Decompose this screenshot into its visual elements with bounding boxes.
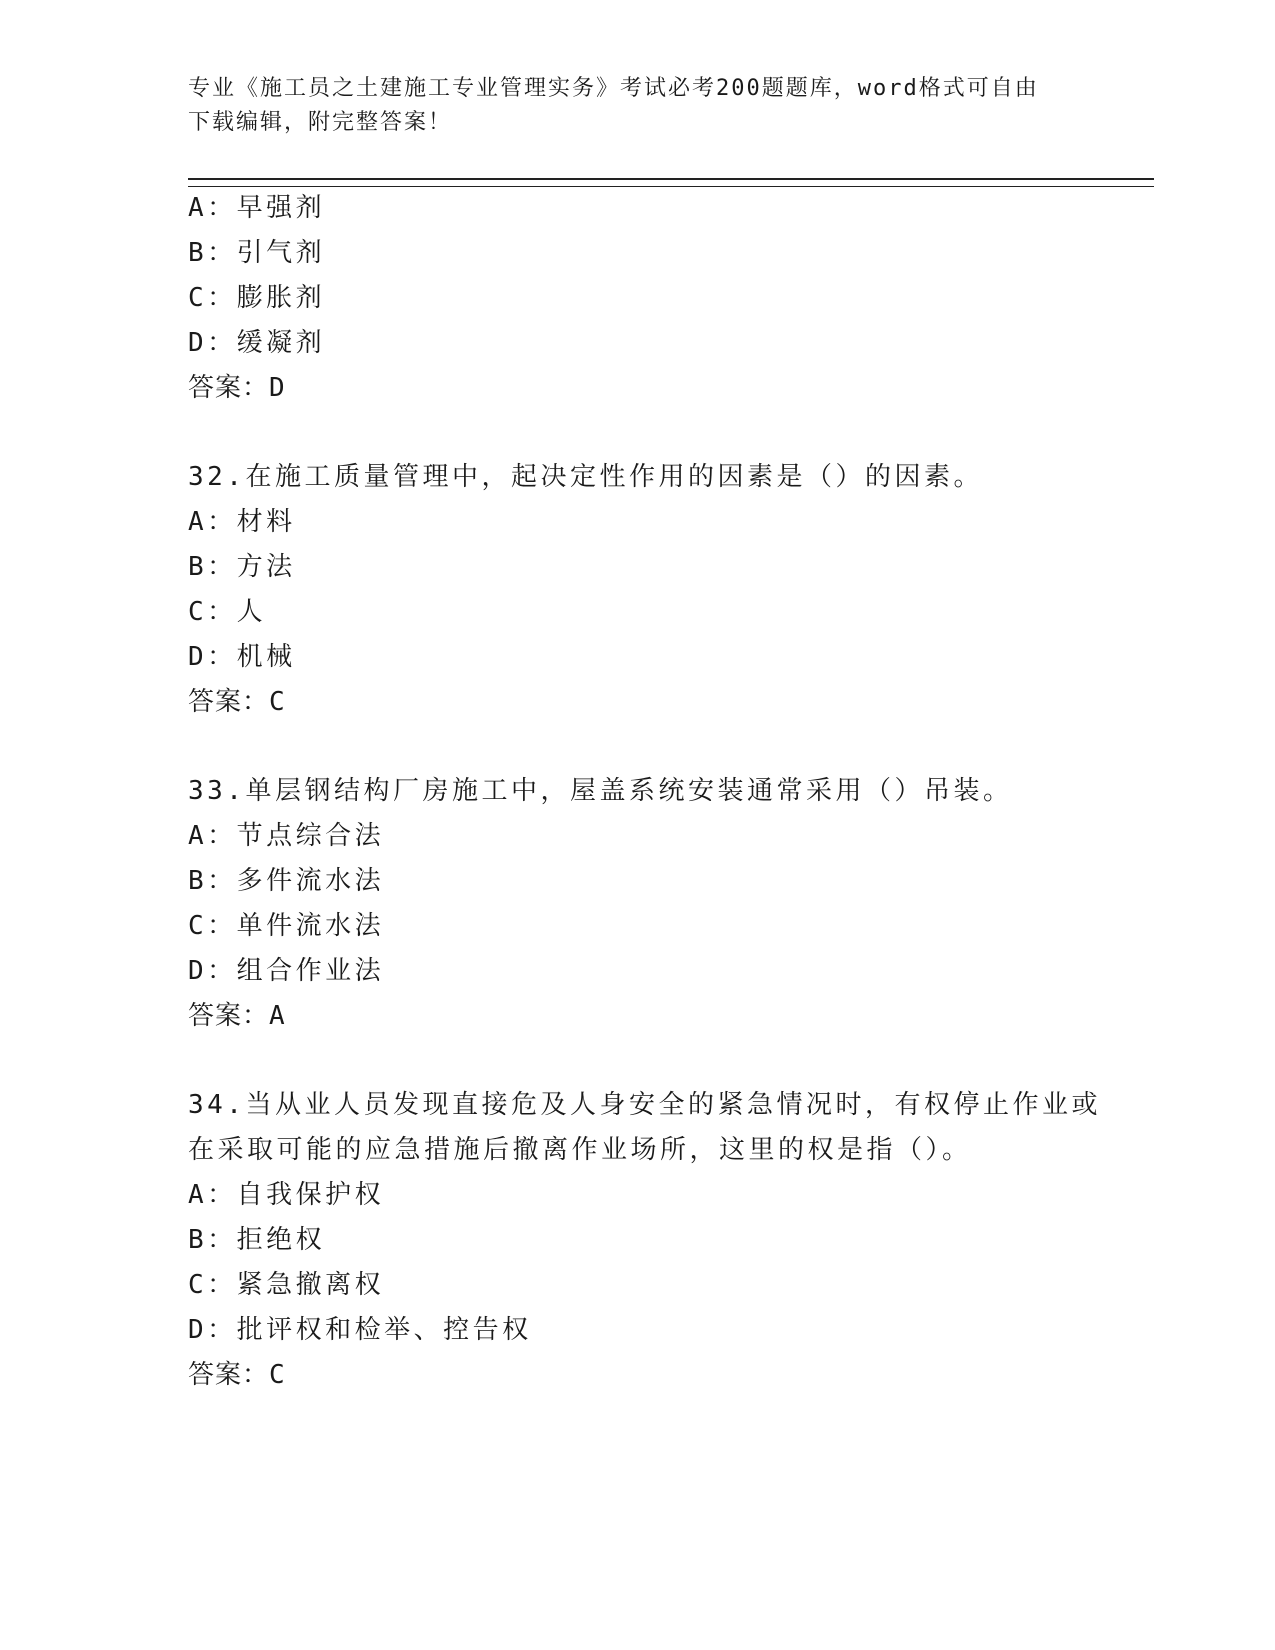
- q32-option-d: D：机械: [188, 642, 296, 672]
- q34-option-b: B：拒绝权: [188, 1225, 326, 1255]
- header-line-2: 下载编辑，附完整答案！: [188, 110, 453, 135]
- q31-option-b: B：引气剂: [188, 238, 326, 268]
- header-line-1: 专业《施工员之土建施工专业管理实务》考试必考200题题库，word格式可自由: [188, 76, 1039, 101]
- q34-option-d: D：批评权和检举、控告权: [188, 1315, 532, 1345]
- q31-option-d: D：缓凝剂: [188, 328, 326, 358]
- q31-option-a: A：早强剂: [188, 193, 326, 223]
- document-header: [188, 72, 1088, 140]
- q33-option-a: A：节点综合法: [188, 821, 385, 851]
- q34-answer: 答案：C: [188, 1360, 286, 1390]
- q33-answer: 答案：A: [188, 1001, 286, 1031]
- q34-stem-line-2: 在采取可能的应急措施后撤离作业场所，这里的权是指（）。: [188, 1135, 972, 1165]
- q32-answer: 答案：C: [188, 687, 286, 717]
- q32-stem: 32.在施工质量管理中，起决定性作用的因素是（）的因素。: [188, 462, 983, 492]
- q31-answer: 答案：D: [188, 373, 286, 403]
- q34-stem-line-1: 34.当从业人员发现直接危及人身安全的紧急情况时，有权停止作业或: [188, 1090, 1101, 1120]
- q32-option-a: A：材料: [188, 507, 296, 537]
- q33-stem: 33.单层钢结构厂房施工中，屋盖系统安装通常采用（）吊装。: [188, 776, 1013, 806]
- q32-option-c: C：人: [188, 597, 267, 627]
- q33-option-d: D：组合作业法: [188, 956, 385, 986]
- header-divider: [188, 178, 1154, 187]
- q33-option-b: B：多件流水法: [188, 866, 385, 896]
- q31-option-c: C：膨胀剂: [188, 283, 326, 313]
- q32-option-b: B：方法: [188, 552, 296, 582]
- q34-option-a: A：自我保护权: [188, 1180, 385, 1210]
- q34-option-c: C：紧急撤离权: [188, 1270, 385, 1300]
- q33-option-c: C：单件流水法: [188, 911, 385, 941]
